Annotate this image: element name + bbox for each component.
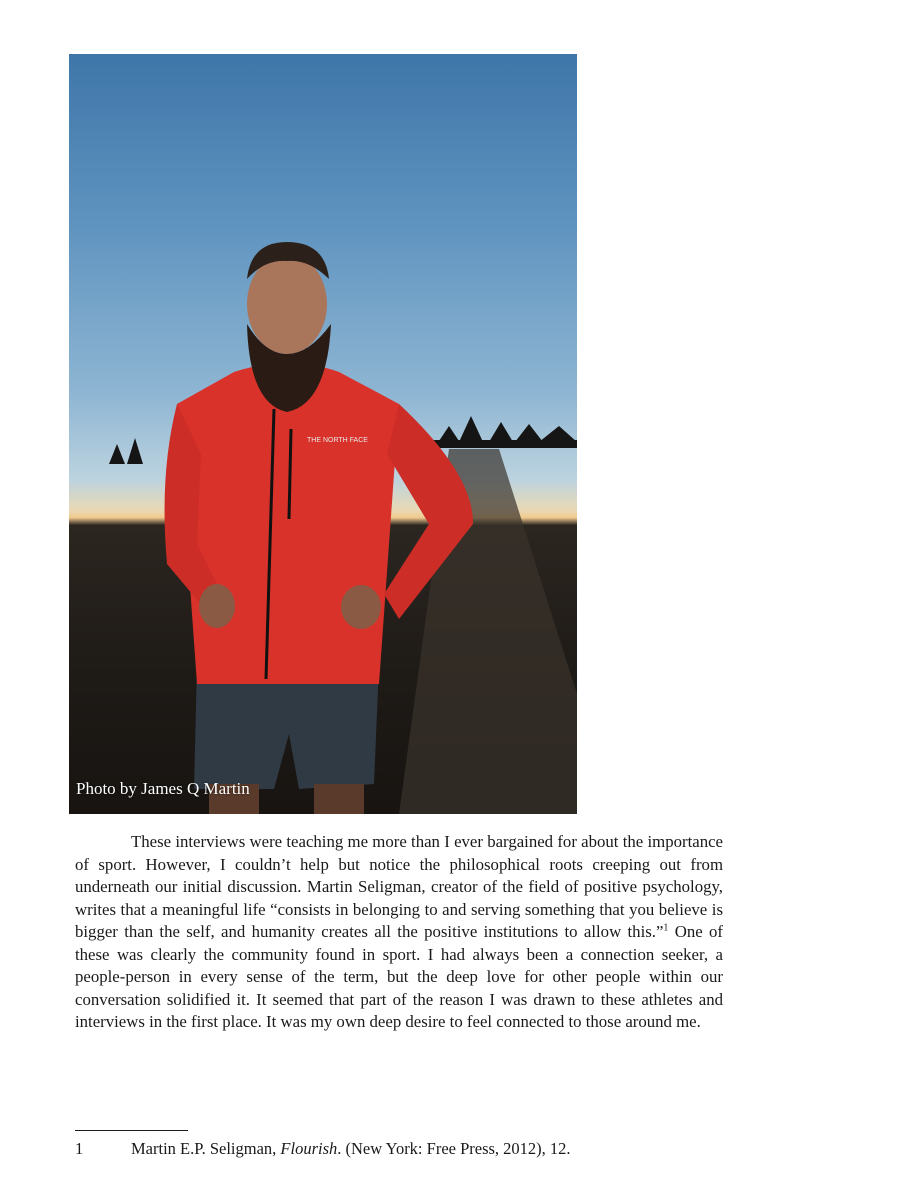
footnote-publication: . (New York: Free Press, 2012), 12. bbox=[337, 1139, 571, 1158]
paragraph-text-part2: One of these was clearly the community found in sport. I had always been a connection seeker, a people-person in every sense of the term, but the deep love for other people within our conversation solidified it. It seemed that part of the reason I was drawn to these athletes and interviews in the first place. It was my own deep desire to feel connected to those around me. bbox=[75, 922, 724, 1031]
footnote-title: Flourish bbox=[280, 1139, 338, 1158]
jacket-logo: THE NORTH FACE bbox=[307, 437, 368, 444]
body-paragraph bbox=[75, 831, 723, 1034]
photo-credit: Photo by James Q Martin bbox=[76, 779, 250, 798]
footnote-reference[interactable]: 1 bbox=[663, 922, 669, 934]
photo-illustration bbox=[69, 54, 577, 814]
runner-photo bbox=[69, 54, 577, 814]
face bbox=[247, 254, 327, 354]
footnote-author: Martin E.P. Seligman, bbox=[131, 1139, 281, 1158]
footnote bbox=[75, 1138, 775, 1160]
paragraph-text-part1: These interviews were teaching me more than I ever bargained for about the importance of sport. However, I couldn’t help but notice the philosophical roots creeping out from underneath our initial discussion. Martin Seligman, creator of the field of positive psychology, writes that a meaningful life “consists in belonging to and serving something that you believe is bigger than the self, and humanity creates all the positive institutions to allow this.” bbox=[75, 832, 723, 941]
footnote-number: 1 bbox=[75, 1139, 84, 1158]
footnote-divider bbox=[75, 1130, 188, 1131]
